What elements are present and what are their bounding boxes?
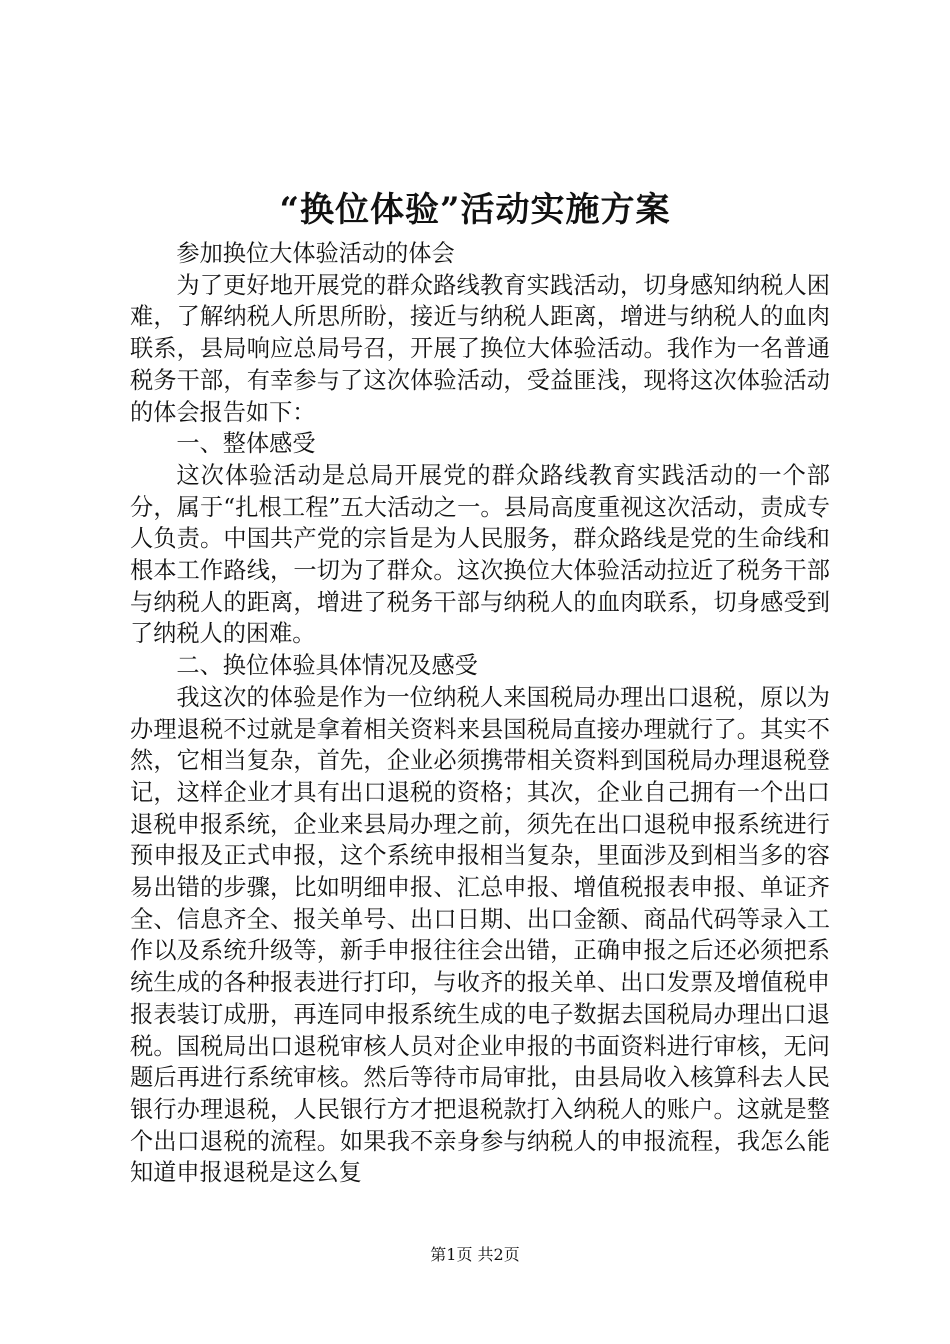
section-heading-overall: 一、整体感受 — [176, 430, 316, 458]
section-heading-details: 二、换位体验具体情况及感受 — [176, 652, 478, 680]
document-title: “换位体验”活动实施方案 — [279, 190, 671, 230]
page-footer: 第1页 共2页 — [430, 1245, 520, 1264]
document-body — [130, 238, 830, 1189]
body-paragraph-overall: 这次体验活动是总局开展党的群众路线教育实践活动的一个部分，属于“扎根工程”五大活动之一。县局高度重视这次活动，责成专人负责。中国共产党的宗旨是为人民服务，群众路线是党的生命线和根本工作路线，一切为了群众。这次换位大体验活动拉近了税务干部与纳税人的距离，增进了税务干部与纳税人的血肉联系，切身感受到了纳税人的困难。 — [130, 461, 830, 648]
body-paragraph-intro: 为了更好地开展党的群众路线教育实践活动，切身感知纳税人困难，了解纳税人所思所盼，接近与纳税人距离，增进与纳税人的血肉联系，县局响应总局号召，开展了换位大体验活动。我作为一名普通税务干部，有幸参与了这次体验活动，受益匪浅，现将这次体验活动的体会报告如下： — [130, 271, 830, 426]
body-paragraph-details: 我这次的体验是作为一位纳税人来国税局办理出口退税，原以为办理退税不过就是拿着相关资料来县国税局直接办理就行了。其实不然，它相当复杂，首先，企业必须携带相关资料到国税局办理退税登记，这样企业才具有出口退税的资格；其次，企业自己拥有一个出口退税申报系统，企业来县局办理之前，须先在出口退税申报系统进行预申报及正式申报，这个系统申报相当复杂，里面涉及到相当多的容易出错的步骤，比如明细申报、汇总申报、增值税报表申报、单证齐全、信息齐全、报关单号、出口日期、出口金额、商品代码等录入工作以及系统升级等，新手申报往往会出错，正确申报之后还必须把系统生成的各种报表进行打印，与收齐的报关单、出口发票及增值税申报表装订成册，再连同申报系统生成的电子数据去国税局办理出口退税。国税局出口退税审核人员对企业申报的书面资料进行审核，无问题后再进行系统审核。然后等待市局审批，由县局收入核算科去人民银行办理退税，人民银行方才把退税款打入纳税人的账户。这就是整个出口退税的流程。如果我不亲身参与纳税人的申报流程，我怎么能知道申报退税是这么复 — [130, 683, 830, 1187]
body-paragraph-intro-heading: 参加换位大体验活动的体会 — [176, 240, 455, 267]
